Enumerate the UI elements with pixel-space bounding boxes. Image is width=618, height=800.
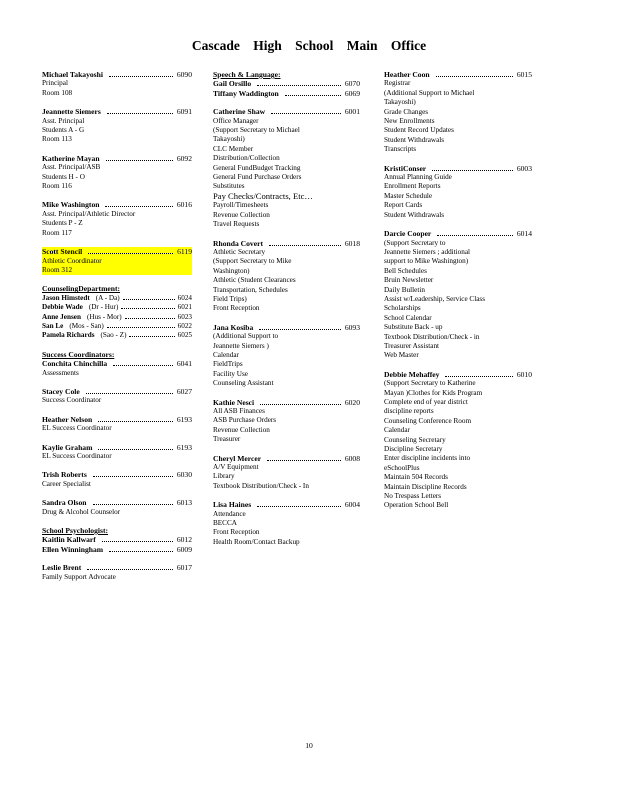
- staff-line: Room 312: [42, 265, 73, 274]
- staff-ext: 6003: [516, 163, 532, 173]
- staff-line: New Enrollments: [384, 117, 435, 126]
- leader-dots: [106, 160, 173, 161]
- staff-line: Bruin Newsletter: [384, 276, 434, 285]
- staff-entry: [42, 563, 192, 582]
- staff-line: Health Room/Contact Backup: [213, 537, 300, 546]
- staff-entry: [42, 498, 192, 517]
- staff-ext: 6091: [176, 107, 192, 117]
- staff-line: Calendar: [384, 426, 410, 435]
- staff-entry: [42, 70, 192, 98]
- staff-line: Principal: [42, 79, 68, 88]
- counselor-name: San Le: [42, 321, 64, 330]
- counselor-row: [42, 322, 192, 331]
- staff-line: Jeannette Siemers ; additional: [384, 247, 471, 256]
- staff-name: Kaitlin Kallwarf: [42, 535, 96, 545]
- leader-dots: [107, 113, 173, 114]
- staff-line: Room 117: [42, 228, 72, 237]
- leader-dots: [129, 336, 174, 337]
- staff-ext: 6015: [516, 70, 532, 79]
- staff-line: Jeannette Siemers ): [213, 341, 269, 350]
- leader-dots: [285, 95, 341, 96]
- staff-ext: 6023: [177, 312, 192, 321]
- staff-line: Facility Use: [213, 369, 248, 378]
- counseling-department: [42, 284, 192, 340]
- leader-dots: [437, 235, 513, 236]
- staff-line: EL Success Coordinator: [42, 452, 112, 460]
- staff-ext: 6093: [344, 322, 360, 332]
- staff-ext: 6193: [176, 414, 192, 424]
- staff-line: Counseling Conference Room: [384, 416, 472, 425]
- staff-line: Student Withdrawals: [384, 135, 445, 144]
- staff-line: Transportation, Schedules: [213, 285, 288, 294]
- staff-entry: [213, 239, 360, 314]
- page-title: Cascade High School Main Office: [191, 38, 427, 53]
- staff-line: Athletic Coordinator: [42, 256, 102, 265]
- leader-dots: [257, 85, 341, 86]
- staff-entry: [384, 164, 532, 220]
- leader-dots: [93, 504, 173, 505]
- counselor-name: Jason Himstedt: [42, 293, 90, 302]
- staff-name: Katherine Mayan: [42, 153, 100, 163]
- success-coordinators: [42, 350, 192, 378]
- staff-entry: [42, 107, 192, 145]
- staff-entry: [42, 154, 192, 192]
- staff-line: Takayoshi): [213, 135, 245, 144]
- staff-line: Mayan )Clothes for Kids Program: [384, 388, 483, 397]
- staff-entry: [42, 415, 192, 434]
- staff-line: Athletic (Student Clearances: [213, 276, 296, 285]
- staff-entry: [42, 470, 192, 489]
- staff-name: Heather Nelson: [42, 414, 93, 424]
- staff-name: Darcie Cooper: [384, 229, 432, 239]
- leader-dots: [259, 329, 341, 330]
- leader-dots: [98, 449, 172, 450]
- staff-line: Room 116: [42, 182, 72, 191]
- alpha-range: (A - Da): [95, 293, 120, 302]
- staff-line: Enrollment Reports: [384, 182, 441, 191]
- counselor-row: [42, 303, 192, 312]
- staff-ext: 6017: [176, 563, 192, 573]
- staff-line: Substitute Back - up: [384, 323, 443, 332]
- staff-line: Transcripts: [384, 145, 417, 154]
- alpha-range: (Sao - Z): [100, 331, 127, 340]
- staff-line: Library: [213, 472, 235, 481]
- staff-line: Textbook Distribution/Check - In: [213, 481, 309, 490]
- staff-ext: 6010: [516, 369, 532, 379]
- staff-name: Debbie Mehaffey: [384, 369, 440, 379]
- staff-line: BECCA: [213, 519, 237, 528]
- leader-dots: [109, 551, 173, 552]
- leader-dots: [267, 460, 341, 461]
- staff-line: (Support Secretary to Michael: [213, 126, 300, 135]
- counselor-name: Debbie Wade: [42, 303, 83, 312]
- staff-line: Revenue Collection: [213, 425, 270, 434]
- leader-dots: [87, 569, 173, 570]
- staff-name: Tiffany Waddington: [213, 88, 279, 98]
- staff-line: Front Reception: [213, 304, 260, 313]
- leader-dots: [271, 113, 341, 114]
- staff-name: Sandra Olson: [42, 498, 87, 508]
- staff-line: Annual Planning Guide: [384, 173, 452, 182]
- staff-line: Registrar: [384, 79, 411, 88]
- staff-name: Lisa Haines: [213, 500, 252, 510]
- staff-line: Discipline Secretary: [384, 445, 443, 454]
- staff-line: Maintain Discipline Records: [384, 482, 467, 491]
- leader-dots: [432, 170, 513, 171]
- staff-line: Operation School Bell: [384, 501, 449, 510]
- staff-line: Complete end of year district: [384, 398, 468, 406]
- staff-ext: 6014: [516, 229, 532, 239]
- staff-name: Stacey Cole: [42, 386, 80, 396]
- leader-dots: [123, 299, 175, 300]
- leader-dots: [125, 318, 175, 319]
- staff-line-large: Pay Checks/Contracts, Etc…: [213, 190, 314, 201]
- staff-name: KristiConser: [384, 163, 427, 173]
- staff-line: Family Support Advocate: [42, 572, 116, 581]
- staff-ext: 6018: [344, 238, 360, 248]
- staff-line: Front Reception: [213, 528, 260, 537]
- staff-line: Web Master: [384, 351, 419, 360]
- alpha-range: (Mos - San): [69, 321, 104, 330]
- staff-ext: 6012: [176, 535, 192, 545]
- staff-line: ASB Purchase Orders: [213, 416, 277, 425]
- staff-line: Distribution/Collection: [213, 154, 280, 163]
- staff-line: Counseling Secretary: [384, 435, 446, 444]
- staff-entry: [42, 387, 192, 406]
- leader-dots: [436, 76, 513, 77]
- staff-ext: 6041: [176, 359, 192, 369]
- staff-name: Kaylie Graham: [42, 442, 93, 452]
- highlighted-staff-entry: [42, 247, 192, 275]
- leader-dots: [105, 206, 172, 207]
- staff-line: Student Withdrawals: [384, 210, 445, 219]
- staff-ext: 6016: [176, 200, 192, 210]
- staff-line: Scholarships: [384, 304, 421, 313]
- staff-line: Enter discipline incidents into: [384, 454, 471, 463]
- leader-dots: [107, 327, 175, 328]
- counselor-row: [42, 331, 192, 340]
- staff-line: Calendar: [213, 350, 239, 359]
- staff-name: Kathie Nesci: [213, 397, 255, 407]
- staff-entry: [213, 454, 360, 492]
- staff-entry: [213, 323, 360, 389]
- staff-entry: [213, 107, 360, 229]
- leader-dots: [257, 506, 341, 507]
- staff-name: Cheryl Mercer: [213, 453, 262, 463]
- staff-line: Assist w/Leadership, Service Class: [384, 294, 486, 303]
- staff-line: Attendance: [213, 509, 246, 518]
- staff-name: Trish Roberts: [42, 470, 87, 480]
- staff-entry: [384, 370, 532, 511]
- staff-line: Asst. Principal/ASB: [42, 163, 101, 172]
- staff-line: School Calendar: [384, 313, 432, 322]
- staff-line: (Support Secretary to Katherine: [384, 379, 476, 388]
- staff-ext: 6024: [177, 293, 192, 302]
- section-title: CounselingDepartment:: [42, 284, 121, 294]
- staff-ext: 6021: [177, 303, 192, 312]
- staff-ext: 6119: [177, 247, 192, 257]
- staff-line: Drug & Alcohol Counselor: [42, 507, 121, 516]
- section-title: School Psychologist:: [42, 526, 109, 536]
- staff-ext: 6069: [344, 88, 360, 98]
- staff-line: A/V Equipment: [213, 463, 259, 472]
- school-psychologist: [42, 526, 192, 554]
- staff-ext: 6030: [176, 470, 192, 480]
- staff-line: Students P - Z: [42, 219, 83, 228]
- alpha-range: (Dr - Hur): [88, 303, 119, 312]
- staff-line: Textbook Distribution/Check - in: [384, 332, 480, 341]
- staff-name: Jana Kosiba: [213, 322, 254, 332]
- section-title: Success Coordinators:: [42, 349, 115, 359]
- speech-language: [213, 70, 360, 98]
- staff-line: support to Mike Washington): [384, 257, 469, 266]
- staff-entry: [42, 200, 192, 238]
- leader-dots: [445, 376, 512, 377]
- staff-line: eSchoolPlus: [384, 463, 420, 472]
- counselor-name: Anne Jensen: [42, 312, 81, 321]
- staff-line: Treasurer: [213, 435, 241, 444]
- staff-ext: 6009: [176, 544, 192, 554]
- staff-line: Students A - G: [42, 126, 85, 135]
- staff-ext: 6020: [344, 397, 360, 407]
- staff-ext: 6022: [177, 321, 192, 330]
- staff-name: Gail Orsillo: [213, 79, 252, 89]
- staff-line: Report Cards: [384, 201, 423, 210]
- staff-line: Career Specialist: [42, 479, 91, 488]
- staff-line: Daily Bulletin: [384, 285, 425, 294]
- staff-line: Grade Changes: [384, 107, 429, 116]
- staff-name: Catherine Shaw: [213, 107, 266, 117]
- staff-line: Treasurer Assistant: [384, 341, 440, 350]
- staff-line: CLC Member: [213, 144, 254, 153]
- staff-line: (Support Secretary to Mike: [213, 257, 292, 266]
- leader-dots: [102, 541, 173, 542]
- staff-entry: [384, 229, 532, 361]
- staff-line: discipline reports: [384, 407, 434, 416]
- staff-line: Asst. Principal/Athletic Director: [42, 209, 136, 218]
- staff-line: General Fund Purchase Orders: [213, 173, 302, 182]
- staff-entry: [213, 500, 360, 547]
- counselor-name: Pamela Richards: [42, 331, 95, 340]
- staff-line: (Support Secretary to: [384, 238, 446, 247]
- staff-ext: 6001: [344, 107, 360, 117]
- staff-name: Scott Stencil: [42, 247, 83, 257]
- staff-ext: 6025: [177, 331, 192, 340]
- staff-line: Asst. Principal: [42, 116, 85, 125]
- counselor-row: [42, 294, 192, 303]
- page-number: 10: [305, 741, 313, 750]
- staff-line: EL Success Coordinator: [42, 424, 112, 433]
- staff-line: Room 108: [42, 88, 73, 97]
- staff-line: FieldTrips: [213, 360, 243, 369]
- staff-line: Master Schedule: [384, 191, 433, 200]
- staff-ext: 6027: [176, 386, 192, 396]
- staff-line: No Trespass Letters: [384, 492, 442, 501]
- staff-entry: [213, 398, 360, 445]
- section-title: Speech & Language:: [213, 70, 281, 79]
- leader-dots: [121, 308, 174, 309]
- column-2: [213, 70, 360, 556]
- staff-name: Leslie Brent: [42, 563, 82, 573]
- column-3: [384, 70, 532, 520]
- staff-line: All ASB Finances: [213, 407, 265, 415]
- leader-dots: [93, 476, 173, 477]
- leader-dots: [113, 365, 173, 366]
- staff-name: Conchita Chinchilla: [42, 359, 108, 369]
- staff-line: Success Coordinator: [42, 396, 102, 405]
- staff-line: Washington): [213, 266, 250, 275]
- leader-dots: [260, 404, 341, 405]
- staff-ext: 6090: [176, 70, 192, 79]
- staff-line: Revenue Collection: [213, 210, 270, 219]
- staff-line: Students H - O: [42, 172, 85, 181]
- alpha-range: (Hus - Mor): [86, 312, 122, 321]
- leader-dots: [88, 253, 173, 254]
- staff-line: General FundBudget Tracking: [213, 163, 301, 172]
- staff-line: Field Trips): [213, 294, 247, 303]
- staff-line: Takayoshi): [384, 98, 416, 107]
- staff-ext: 6013: [176, 498, 192, 508]
- staff-name: Heather Coon: [384, 70, 430, 79]
- staff-line: Assessments: [42, 368, 79, 377]
- staff-name: Ellen Winningham: [42, 544, 104, 554]
- column-1: [42, 70, 192, 591]
- staff-ext: 6070: [344, 79, 360, 89]
- staff-ext: 6193: [176, 442, 192, 452]
- staff-line: Payroll/Timesheets: [213, 201, 269, 210]
- staff-ext: 6092: [176, 153, 192, 163]
- staff-name: Michael Takayoshi: [42, 70, 103, 79]
- staff-line: Office Manager: [213, 116, 259, 125]
- staff-ext: 6008: [344, 453, 360, 463]
- staff-name: Jeannette Siemers: [42, 107, 101, 117]
- staff-name: Mike Washington: [42, 200, 100, 210]
- staff-ext: 6004: [344, 500, 360, 510]
- leader-dots: [109, 76, 173, 77]
- staff-line: Room 113: [42, 135, 72, 144]
- staff-line: Maintain 504 Records: [384, 473, 448, 482]
- staff-line: Substitutes: [213, 182, 245, 191]
- leader-dots: [86, 393, 173, 394]
- staff-entry: [42, 443, 192, 462]
- staff-name: Rhonda Covert: [213, 238, 263, 248]
- staff-line: Student Record Updates: [384, 126, 454, 135]
- leader-dots: [98, 421, 173, 422]
- staff-line: Counseling Assistant: [213, 379, 274, 388]
- staff-line: Travel Requests: [213, 220, 260, 229]
- leader-dots: [269, 245, 341, 246]
- staff-line: (Additional Support to: [213, 332, 279, 341]
- staff-line: (Additional Support to Michael: [384, 88, 475, 97]
- staff-entry: [384, 70, 532, 155]
- staff-line: Athletic Secretary: [213, 247, 266, 256]
- staff-line: Bell Schedules: [384, 266, 427, 275]
- counselor-row: [42, 313, 192, 322]
